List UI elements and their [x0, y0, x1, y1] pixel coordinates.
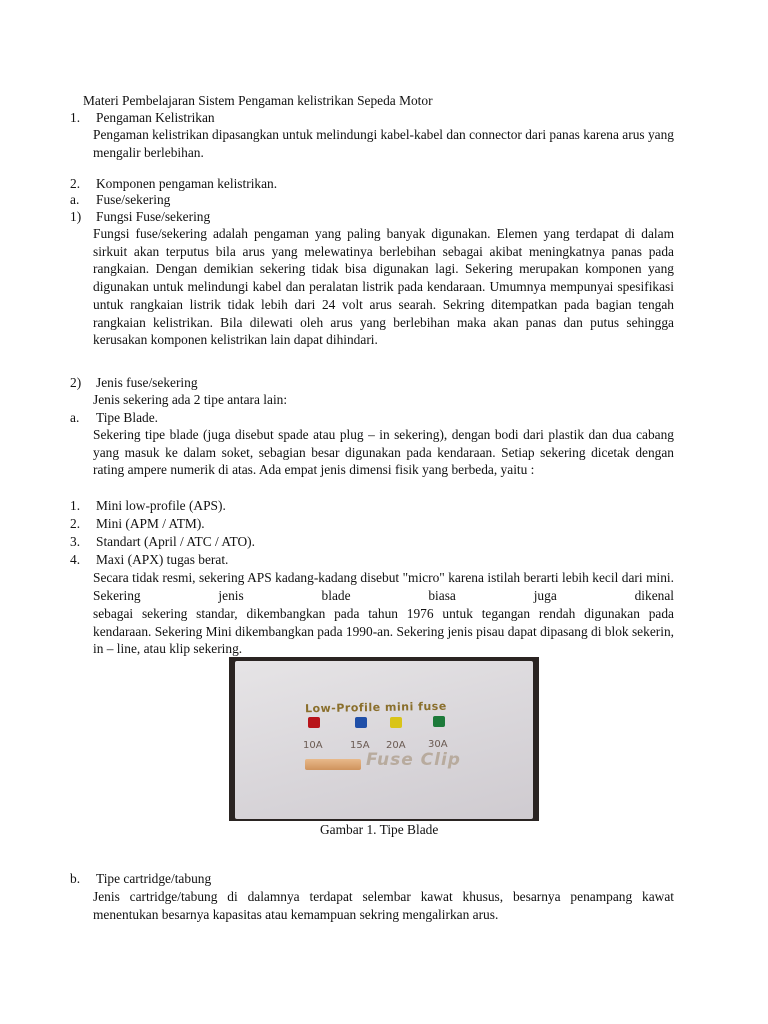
section-1-label: Pengaman Kelistrikan — [96, 110, 215, 125]
fuse-yellow-icon — [390, 717, 402, 728]
list-item-text: Mini low-profile (APS). — [96, 498, 226, 513]
jenis-intro: Jenis sekering ada 2 tipe antara lain: — [93, 392, 288, 407]
tipe-blade-label: Tipe Blade. — [96, 410, 158, 425]
fuse-red-icon — [308, 717, 320, 728]
list-item-marker: 3. — [70, 534, 81, 549]
handwritten-fuse-clip: Fuse Clip — [366, 750, 461, 770]
tipe-cartridge-label: Tipe cartridge/tabung — [96, 871, 212, 886]
amp-label: 30A — [428, 739, 448, 750]
tipe-blade-paragraph: Sekering tipe blade (juga disebut spade atau plug – in sekering), dengan bodi dari plastik dan dua cabang yang masuk ke dalam soket, sebagian besar digunakan pada kendaraan. Setiap sekering dicetak dengan rating ampere numerik di atas. Ada empat jenis dimensi fisik yang berbeda, yaitu : — [93, 427, 674, 478]
amp-label: 20A — [386, 740, 406, 751]
section-1-paragraph: Pengaman kelistrikan dipasangkan untuk melindungi kabel-kabel dan connector dari panas karena arus yang mengalir berlebihan. — [93, 127, 674, 160]
amp-label: 15A — [350, 740, 370, 751]
jenis-label: Jenis fuse/sekering — [96, 375, 198, 390]
document-title: Materi Pembelajaran Sistem Pengaman kelistrikan Sepeda Motor — [83, 93, 433, 108]
fungsi-marker: 1) — [70, 209, 82, 224]
tipe-cartridge-paragraph: Jenis cartridge/tabung di dalamnya terdapat selembar kawat khusus, besarnya penampang kawat menentukan besarnya kapasitas atau kemampuan sekring mengalirkan arus. — [93, 889, 674, 922]
list-item-text: Maxi (APX) tugas berat. — [96, 552, 229, 567]
subsection-a-label: Fuse/sekering — [96, 192, 171, 207]
jenis-marker: 2) — [70, 375, 82, 390]
section-2-label: Komponen pengaman kelistrikan. — [96, 176, 278, 191]
fuse-clip-icon — [305, 759, 361, 770]
fuse-green-icon — [433, 716, 445, 727]
section-1-marker: 1. — [70, 110, 81, 125]
list-item-marker: 1. — [70, 498, 81, 513]
blade-fuse-photo — [229, 657, 539, 821]
handwritten-fuse-title: Low-Profile mini fuse — [304, 699, 447, 716]
subsection-a-marker: a. — [70, 192, 80, 207]
list-note-paragraph-1: Secara tidak resmi, sekering APS kadang-kadang disebut "micro" karena istilah berarti lebih kecil dari mini. Sekering jenis blade biasa juga dikenal — [93, 570, 674, 603]
list-item-marker: 2. — [70, 516, 81, 531]
figure-caption: Gambar 1. Tipe Blade — [320, 822, 439, 837]
photo-paper-background — [235, 661, 533, 819]
list-item-marker: 4. — [70, 552, 81, 567]
amp-label: 10A — [303, 740, 323, 751]
list-note-paragraph-2: sebagai sekering standar, dikembangkan pada tahun 1976 untuk tegangan rendah digunakan pada kendaraan. Sekering Mini dikembangkan pada 1990-an. Sekering jenis pisau dapat dipasang di blok sekerin, in – line, atau klip sekering. — [93, 606, 674, 657]
section-2-marker: 2. — [70, 176, 81, 191]
tipe-cartridge-marker: b. — [70, 871, 81, 886]
list-item-text: Standart (April / ATC / ATO). — [96, 534, 255, 549]
fuse-blue-icon — [355, 717, 367, 728]
tipe-blade-marker: a. — [70, 410, 80, 425]
list-item-text: Mini (APM / ATM). — [96, 516, 205, 531]
fungsi-label: Fungsi Fuse/sekering — [96, 209, 211, 224]
fungsi-paragraph: Fungsi fuse/sekering adalah pengaman yang paling banyak digunakan. Elemen yang terdapat di dalam sirkuit akan terputus bila arus yang melewatinya berlebihan sebagai akibat meningkatnya panas pada rangkaian. Dengan demikian sekering tidak bisa digunakan lagi. Sekering merupakan komponen yang digunakan untuk melindungi kabel dan peralatan listrik pada kendaraan. Umumnya mempunyai spesifikasi untuk rangkaian listrik tidak lebih dari 24 volt arus searah. Sekring ditempatkan pada bagian tengah rangkaian kelistrikan. Bila dilewati oleh arus yang berlebihan maka akan panas dan putus sehingga kerusakan komponen kelistrikan lain dapat dihindari. — [93, 226, 674, 348]
